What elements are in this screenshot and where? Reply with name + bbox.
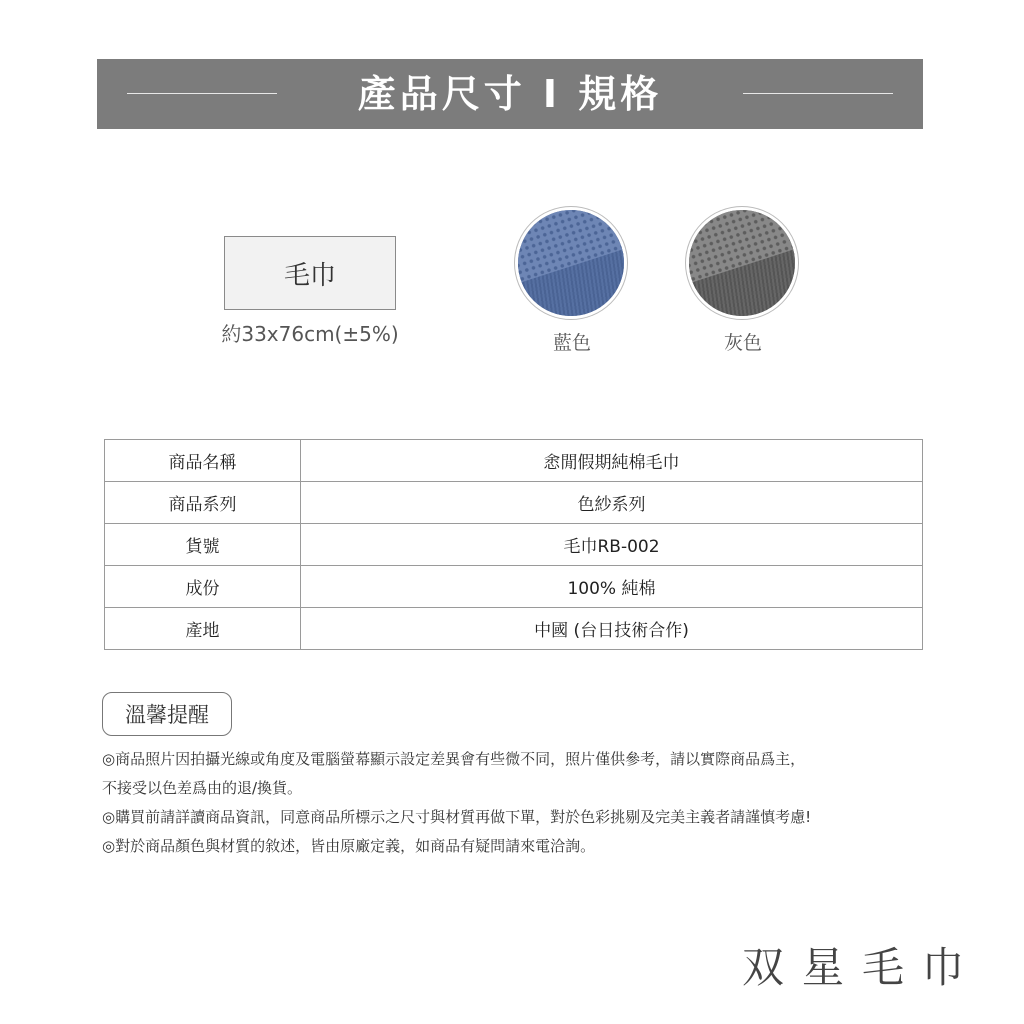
spec-key: 商品系列 bbox=[105, 482, 301, 524]
notice-line: ◎對於商品顏色與材質的敘述，皆由原廠定義，如商品有疑問請來電洽詢。 bbox=[102, 837, 596, 855]
spec-key: 產地 bbox=[105, 608, 301, 650]
gray-color-swatch bbox=[686, 207, 798, 319]
brand-name: 双星毛巾 bbox=[741, 943, 982, 992]
product-size: 約33x76cm(±5%) bbox=[221, 322, 399, 346]
notice-text bbox=[102, 745, 932, 861]
spec-value: 100% 純棉 bbox=[301, 566, 923, 608]
spec-key: 商品名稱 bbox=[105, 440, 301, 482]
table-row bbox=[105, 524, 923, 566]
table-row bbox=[105, 482, 923, 524]
title-banner bbox=[97, 59, 923, 129]
product-type-box: 毛巾 bbox=[224, 236, 396, 310]
notice-tag: 溫馨提醒 bbox=[102, 692, 232, 736]
spec-key: 成份 bbox=[105, 566, 301, 608]
table-row bbox=[105, 608, 923, 650]
spec-value: 悆閒假期純棉毛巾 bbox=[301, 440, 923, 482]
notice-line: 不接受以色差爲由的退/換貨。 bbox=[102, 779, 303, 797]
notice-line: ◎購買前請詳讀商品資訊，同意商品所標示之尺寸與材質再做下單，對於色彩挑剔及完美主義者請謹慎考慮! bbox=[102, 808, 812, 826]
spec-value: 毛巾RB-002 bbox=[301, 524, 923, 566]
table-row bbox=[105, 440, 923, 482]
table-row bbox=[105, 566, 923, 608]
gray-color-label: 灰色 bbox=[723, 332, 762, 354]
banner-divider-right bbox=[743, 93, 893, 94]
page-title: 產品尺寸 I 規格 bbox=[357, 72, 663, 116]
blue-color-label: 藍色 bbox=[552, 332, 591, 354]
spec-table bbox=[104, 439, 923, 650]
spec-value: 中國 (台日技術合作) bbox=[301, 608, 923, 650]
notice-line: ◎商品照片因拍攝光線或角度及電腦螢幕顯示設定差異會有些微不同，照片僅供參考，請以實際商品爲主， bbox=[102, 750, 806, 768]
spec-key: 貨號 bbox=[105, 524, 301, 566]
spec-value: 色紗系列 bbox=[301, 482, 923, 524]
blue-color-swatch bbox=[515, 207, 627, 319]
